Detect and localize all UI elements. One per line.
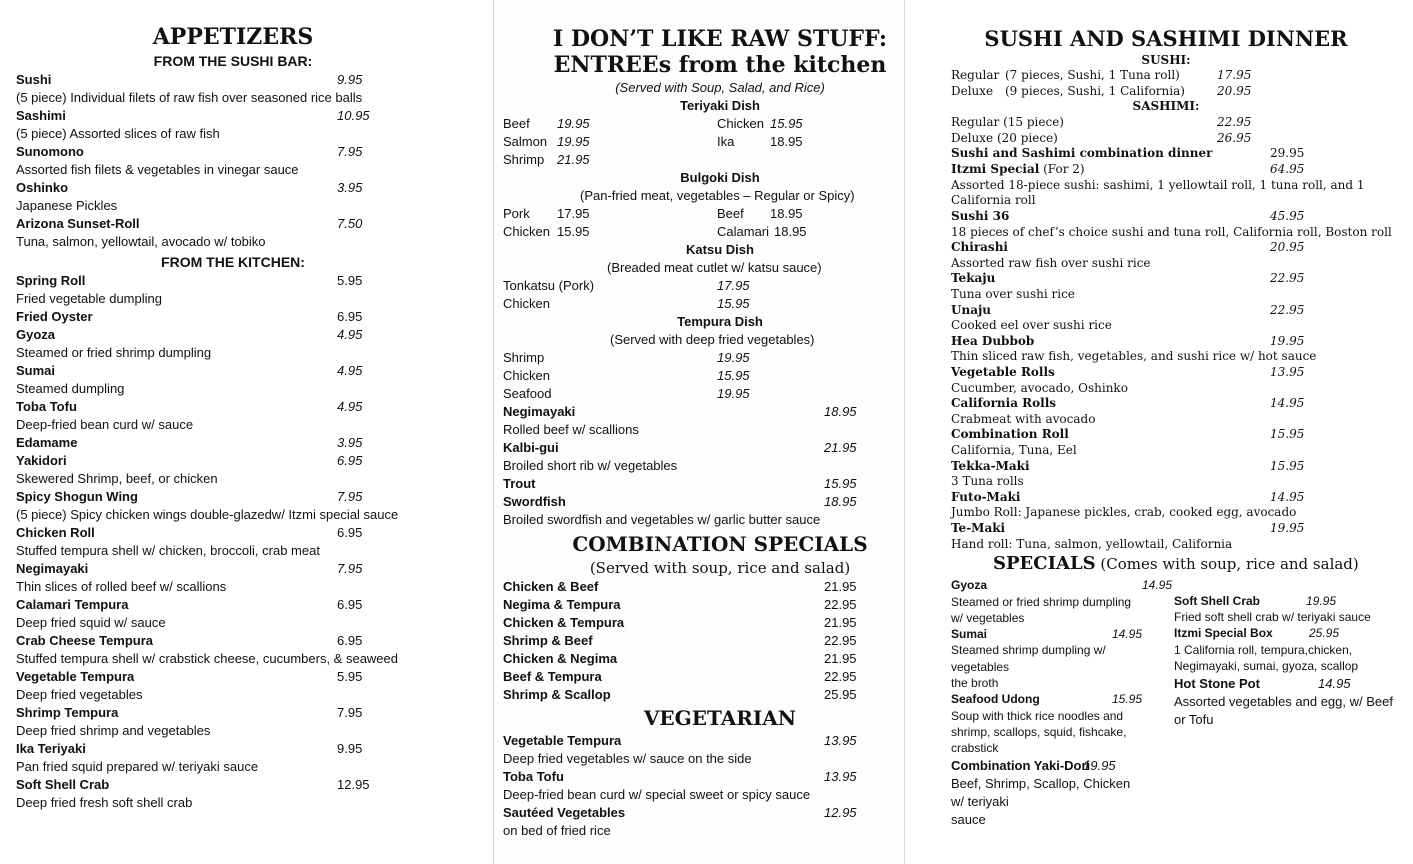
dinner-item-price: 20.95 (1270, 240, 1305, 255)
menu-item-name: Yakidori (16, 453, 67, 468)
special-description: Assorted vegetables and egg, w/ Beef (1174, 694, 1393, 709)
dish-name: Calamari (717, 224, 770, 239)
menu-item-name: Fried Oyster (16, 309, 93, 324)
menu-item-name: Sashimi (16, 108, 66, 123)
special-description: Soup with thick rice noodles and (951, 708, 1124, 723)
dinner-item-name: Combination Roll (951, 427, 1069, 442)
dish-price: 15.95 (770, 116, 803, 131)
dinner-item-name: Futo-Maki (951, 489, 1021, 504)
sashimi-heading: SASHIMI: (1132, 99, 1200, 113)
combo-name: Shrimp & Scallop (503, 687, 611, 702)
vegetarian-item-description: Deep fried vegetables w/ sauce on the side (503, 751, 752, 766)
dinner-item-price: 14.95 (1270, 396, 1305, 411)
menu-item-name: Negimayaki (16, 561, 89, 576)
dish-price: 18.95 (824, 494, 857, 509)
menu-item-name: Calamari Tempura (16, 597, 129, 612)
menu-item-description: Deep-fried bean curd w/ sauce (16, 417, 194, 432)
combo-name: Chicken & Negima (503, 651, 618, 666)
special-price: 14.95 (1142, 578, 1173, 592)
menu-item-price: 4.95 (337, 327, 363, 342)
special-description: crabstick (951, 740, 999, 755)
tempura-heading: Tempura Dish (677, 314, 763, 329)
menu-item-description: (5 piece) Spicy chicken wings double-glazedw/ Itzmi special sauce (16, 507, 399, 522)
special-price: 14.95 (1318, 676, 1351, 691)
combination-dinner-price: 29.95 (1270, 146, 1305, 160)
dish-price: 19.95 (717, 386, 750, 401)
menu-item-description: Pan fried squid prepared w/ teriyaki sauce (16, 759, 259, 774)
combo-name: Negima & Tempura (503, 597, 621, 612)
special-description: Steamed or fried shrimp dumpling (951, 594, 1132, 609)
dinner-item-name: Unaju (951, 302, 992, 317)
tempura-description: (Served with deep fried vegetables) (610, 332, 815, 347)
combo-price: 22.95 (824, 597, 857, 612)
specials-note: (Comes with soup, rice and salad) (1095, 555, 1359, 573)
menu-item-name: Spicy Shogun Wing (16, 489, 138, 504)
sashimi-option-name: Regular (15 piece) (951, 115, 1064, 129)
menu-item-name: Edamame (16, 435, 78, 450)
menu-item-description: Deep fried vegetables (16, 687, 143, 702)
combo-price: 21.95 (824, 579, 857, 594)
dinner-item-name: Vegetable Rolls (951, 365, 1055, 379)
menu-item-price: 6.95 (337, 453, 363, 468)
dish-name: Swordfish (503, 494, 566, 509)
entrees-title-line1: I DON’T LIKE RAW STUFF: (553, 26, 887, 52)
appetizers-title: APPETIZERS (152, 24, 314, 50)
dish-name: Tonkatsu (Pork) (503, 278, 595, 293)
menu-item-price: 4.95 (337, 399, 363, 414)
combo-price: 21.95 (824, 615, 857, 630)
teriyaki-heading: Teriyaki Dish (680, 98, 760, 113)
special-description: Beef, Shrimp, Scallop, Chicken (951, 776, 1131, 791)
menu-item-price: 7.50 (337, 216, 363, 231)
menu-item-price: 6.95 (337, 597, 363, 612)
menu-item-description: Japanese Pickles (16, 198, 118, 213)
menu-item-description: Steamed dumpling (16, 381, 125, 396)
menu-item-name: Toba Tofu (16, 399, 77, 414)
dish-price: 19.95 (557, 134, 590, 149)
combination-specials-title: COMBINATION SPECIALS (572, 532, 868, 556)
dish-price: 21.95 (557, 152, 590, 167)
menu-item-price: 9.95 (337, 72, 363, 87)
special-description: Steamed shrimp dumpling w/ (951, 643, 1106, 658)
menu-item-price: 5.95 (337, 669, 363, 684)
special-name: Soft Shell Crab (1174, 594, 1261, 608)
special-description: sauce (951, 812, 986, 827)
vegetarian-item-price: 13.95 (824, 769, 857, 784)
menu-item-price: 4.95 (337, 363, 363, 378)
katsu-description: (Breaded meat cutlet w/ katsu sauce) (607, 260, 822, 275)
menu-item-name: Ika Teriyaki (16, 741, 86, 756)
entrees-title-line2: ENTREEs from the kitchen (553, 52, 887, 78)
special-name: Combination Yaki-Dori (951, 758, 1091, 773)
menu-item-name: Arizona Sunset-Roll (16, 216, 140, 231)
menu-item-description: Deep fried shrimp and vegetables (16, 723, 211, 738)
itzmi-special-description: Assorted 18-piece sushi: sashimi, 1 yellowtail roll, 1 tuna roll, and 1 (951, 178, 1365, 192)
dinner-item-name: California Rolls (951, 396, 1057, 411)
dinner-item-price: 15.95 (1270, 427, 1305, 442)
menu-item-name: Gyoza (16, 327, 56, 342)
dinner-item-name: Chirashi (951, 240, 1008, 255)
vegetarian-title: VEGETARIAN (643, 706, 797, 730)
bulgoki-description: (Pan-fried meat, vegetables – Regular or Spicy) (580, 188, 855, 203)
dish-description: Rolled beef w/ scallions (503, 422, 639, 437)
menu-item-name: Chicken Roll (16, 525, 95, 540)
menu-item-name: Spring Roll (16, 273, 86, 288)
special-name: Seafood Udong (951, 692, 1040, 706)
appetizers-panel (0, 0, 494, 864)
dish-description: Broiled swordfish and vegetables w/ garlic butter sauce (503, 512, 821, 527)
menu-item-description: Skewered Shrimp, beef, or chicken (16, 471, 218, 486)
menu-item-description: (5 piece) Individual filets of raw fish over seasoned rice balls (16, 90, 363, 105)
vegetarian-item-name: Sautéed Vegetables (503, 805, 626, 820)
dinner-item-description: Hand roll: Tuna, salmon, yellowtail, California (951, 536, 1233, 551)
dish-name: Trout (503, 476, 536, 491)
dish-name: Salmon (503, 134, 548, 149)
special-name: Itzmi Special Box (1174, 626, 1273, 641)
itzmi-special-name: Itzmi Special (For 2) (951, 162, 1085, 176)
menu-item-name: Crab Cheese Tempura (16, 633, 154, 648)
dinner-item-description: Cucumber, avocado, Oshinko (951, 380, 1128, 395)
special-price: 14.95 (1112, 626, 1143, 641)
menu-item-price: 9.95 (337, 741, 363, 756)
dish-price: 18.95 (770, 206, 803, 221)
sushi-heading: SUSHI: (1141, 53, 1191, 67)
combination-specials-note: (Served with soup, rice and salad) (589, 559, 851, 577)
combo-name: Chicken & Beef (503, 579, 599, 594)
menu-item-price: 7.95 (337, 705, 363, 720)
combination-dinner-name: Sushi and Sashimi combination dinner (951, 146, 1213, 160)
combo-name: Chicken & Tempura (503, 615, 625, 630)
vegetarian-item-price: 13.95 (824, 733, 857, 748)
sushi-option-name: Deluxe (951, 83, 994, 98)
special-description: 1 California roll, tempura,chicken, (1174, 642, 1353, 657)
specials-title: SPECIALS (Comes with soup, rice and salad) (993, 553, 1359, 574)
kitchen-heading: FROM THE KITCHEN: (161, 254, 305, 270)
menu-item-description: Assorted fish filets & vegetables in vinegar sauce (16, 162, 299, 177)
dinner-item-description: California, Tuna, Eel (951, 443, 1077, 457)
dish-price: 21.95 (824, 440, 857, 455)
menu-item-name: Sumai (16, 363, 56, 378)
special-name: Sumai (951, 626, 988, 641)
special-name: Gyoza (951, 578, 988, 592)
dinner-item-price: 13.95 (1270, 365, 1305, 379)
dish-description: Broiled short rib w/ vegetables (503, 458, 678, 473)
dinner-item-price: 19.95 (1270, 521, 1305, 535)
combo-price: 25.95 (824, 687, 857, 702)
menu-item-price: 12.95 (337, 777, 370, 792)
dish-name: Beef (503, 116, 530, 131)
sashimi-option-price: 26.95 (1217, 130, 1252, 145)
vegetarian-item-description: on bed of fried rice (503, 823, 611, 838)
bulgoki-heading: Bulgoki Dish (680, 170, 760, 185)
dish-price: 15.95 (557, 224, 590, 239)
dinner-item-description: Tuna over sushi rice (951, 287, 1075, 301)
dish-name: Beef (717, 206, 744, 221)
menu-item-price: 7.95 (337, 489, 363, 504)
special-description: the broth (951, 675, 999, 690)
menu-item-price: 7.95 (337, 561, 363, 576)
dinner-item-name: Hea Dubbob (951, 333, 1035, 348)
dish-name: Chicken (717, 116, 764, 131)
special-description: Fried soft shell crab w/ teriyaki sauce (1174, 610, 1371, 625)
special-price: 25.95 (1309, 626, 1340, 641)
dish-name: Kalbi-gui (503, 440, 559, 455)
menu-item-price: 7.95 (337, 144, 363, 159)
menu-item-description: Fried vegetable dumpling (16, 291, 162, 306)
dinner-item-name: Tekka-Maki (951, 458, 1030, 473)
special-description: w/ teriyaki (951, 794, 1009, 809)
menu-item-description: Deep fried fresh soft shell crab (16, 795, 193, 810)
menu-item-description: Stuffed tempura shell w/ chicken, broccoli, crab meat (16, 543, 320, 558)
itzmi-special-price: 64.95 (1270, 162, 1305, 176)
dinner-item-price: 22.95 (1270, 302, 1305, 317)
vegetarian-item-price: 12.95 (824, 805, 857, 820)
menu-item-name: Oshinko (16, 180, 69, 195)
special-name: Hot Stone Pot (1174, 676, 1260, 691)
dish-price: 18.95 (770, 134, 803, 149)
sushi-bar-heading: FROM THE SUSHI BAR: (153, 53, 313, 69)
dish-price: 18.95 (774, 224, 807, 239)
sushi-option-name: Regular (951, 68, 1000, 82)
sushi-option-price: 20.95 (1217, 83, 1252, 98)
dish-price: 19.95 (557, 116, 590, 131)
sushi-dinner-panel (906, 0, 1413, 864)
menu-item-name: Sunomono (16, 144, 84, 159)
menu-item-name: Vegetable Tempura (16, 669, 135, 684)
entrees-panel (495, 0, 905, 864)
katsu-heading: Katsu Dish (686, 242, 754, 257)
dinner-item-description: 18 pieces of chef’s choice sushi and tuna roll, California roll, Boston roll (951, 224, 1392, 239)
sushi-dinner-title: SUSHI AND SASHIMI DINNER (984, 26, 1348, 51)
menu-item-description: Tuna, salmon, yellowtail, avocado w/ tobiko (16, 234, 266, 249)
dish-price: 15.95 (824, 476, 857, 491)
entrees-served-note: (Served with Soup, Salad, and Rice) (615, 80, 825, 95)
special-price: 15.95 (1112, 692, 1143, 706)
itzmi-special-serves: (For 2) (1039, 162, 1085, 176)
menu-item-description: (5 piece) Assorted slices of raw fish (16, 126, 220, 141)
special-description: vegetables (951, 659, 1010, 674)
dish-name: Negimayaki (503, 404, 576, 419)
menu-item-price: 6.95 (337, 633, 363, 648)
dish-price: 17.95 (717, 278, 750, 293)
dinner-item-name: Tekaju (951, 271, 996, 286)
dinner-item-description: Jumbo Roll: Japanese pickles, crab, cooked egg, avocado (951, 505, 1297, 520)
dish-name: Chicken (503, 296, 550, 311)
menu-item-description: Stuffed tempura shell w/ crabstick cheese, cucumbers, & seaweed (16, 651, 399, 666)
special-price: 19.95 (1083, 758, 1116, 773)
combo-name: Beef & Tempura (503, 669, 602, 684)
combo-price: 22.95 (824, 669, 857, 684)
menu-item-price: 10.95 (337, 108, 370, 123)
dinner-item-description: Assorted raw fish over sushi rice (951, 255, 1151, 270)
sashimi-option-price: 22.95 (1217, 115, 1252, 129)
combo-price: 22.95 (824, 633, 857, 648)
dinner-item-price: 14.95 (1270, 489, 1305, 504)
menu-item-description: Deep fried squid w/ sauce (16, 615, 166, 630)
dinner-item-description: Cooked eel over sushi rice (951, 318, 1112, 333)
menu-item-price: 3.95 (337, 180, 363, 195)
menu-item-price: 3.95 (337, 435, 363, 450)
vegetarian-item-name: Toba Tofu (503, 769, 564, 784)
menu-item-name: Sushi (16, 72, 52, 87)
dish-name: Shrimp (503, 152, 545, 167)
vegetarian-item-description: Deep-fried bean curd w/ special sweet or spicy sauce (503, 787, 811, 802)
menu-item-name: Shrimp Tempura (16, 705, 119, 720)
dish-name: Chicken (503, 368, 550, 383)
dinner-item-price: 22.95 (1270, 271, 1305, 286)
itzmi-special-description: California roll (951, 193, 1036, 207)
dish-name: Chicken (503, 224, 550, 239)
special-description: shrimp, scallops, squid, fishcake, (951, 724, 1127, 739)
menu-item-price: 6.95 (337, 309, 363, 324)
dinner-item-name: Sushi 36 (951, 209, 1010, 223)
dinner-item-description: Crabmeat with avocado (951, 411, 1096, 426)
dinner-item-price: 19.95 (1270, 333, 1305, 348)
dish-name: Ika (717, 134, 735, 149)
menu-item-price: 5.95 (337, 273, 363, 288)
special-price: 19.95 (1306, 594, 1337, 608)
dish-price: 18.95 (824, 404, 857, 419)
combo-price: 21.95 (824, 651, 857, 666)
menu-item-name: Soft Shell Crab (16, 777, 110, 792)
dinner-item-price: 45.95 (1270, 209, 1305, 223)
sashimi-option-name: Deluxe (20 piece) (951, 130, 1058, 145)
sushi-option-price: 17.95 (1217, 68, 1252, 82)
vegetarian-item-name: Vegetable Tempura (503, 733, 622, 748)
sushi-option-detail: (7 pieces, Sushi, 1 Tuna roll) (1005, 68, 1180, 82)
combo-name: Shrimp & Beef (503, 633, 593, 648)
dish-price: 17.95 (557, 206, 590, 221)
dish-name: Seafood (503, 386, 552, 401)
menu-item-description: Steamed or fried shrimp dumpling (16, 345, 212, 360)
dish-name: Pork (503, 206, 530, 221)
dinner-item-description: Thin sliced raw fish, vegetables, and sushi rice w/ hot sauce (951, 349, 1317, 364)
dish-price: 15.95 (717, 296, 750, 311)
dish-name: Shrimp (503, 350, 545, 365)
special-description: w/ vegetables (951, 610, 1025, 625)
special-description: Negimayaki, sumai, gyoza, scallop (1174, 658, 1359, 673)
special-description: or Tofu (1174, 712, 1214, 727)
dinner-item-price: 15.95 (1270, 458, 1305, 473)
menu-item-price: 6.95 (337, 525, 363, 540)
menu-item-description: Thin slices of rolled beef w/ scallions (16, 579, 227, 594)
dinner-item-description: 3 Tuna rolls (951, 474, 1024, 489)
dish-price: 19.95 (717, 350, 750, 365)
sushi-option-detail: (9 pieces, Sushi, 1 California) (1005, 83, 1185, 98)
dinner-item-name: Te-Maki (951, 521, 1006, 535)
dish-price: 15.95 (717, 368, 750, 383)
